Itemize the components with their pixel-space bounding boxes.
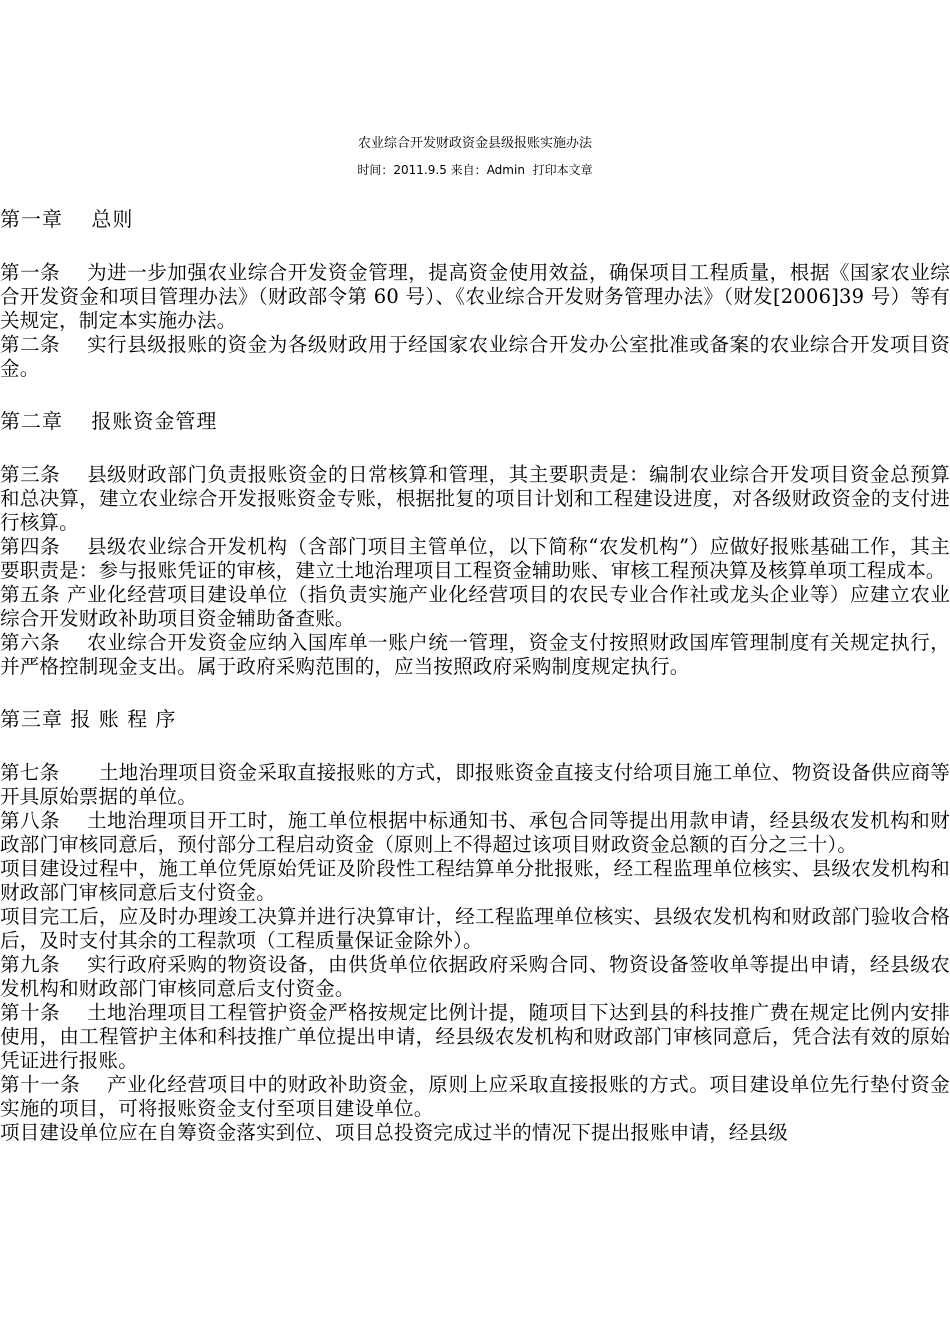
chapter-heading: 第二章 报账资金管理 bbox=[0, 409, 218, 433]
time-label: 时间： bbox=[357, 163, 394, 177]
document-body bbox=[0, 205, 950, 1145]
document-meta bbox=[0, 161, 950, 178]
article-8-detail: 项目建设过程中，施工单位凭原始凭证及阶段性工程结算单分批报账，经工程监理单位核实、县级农发机构和财政部门审核同意后支付资金。 bbox=[0, 857, 950, 904]
chapter-3-body bbox=[0, 761, 950, 1145]
source-label: 来自： bbox=[450, 163, 487, 177]
chapter-heading: 第三章 报 账 程 序 bbox=[0, 707, 177, 731]
article-5: 第五条 产业化经营项目建设单位（指负责实施产业化经营项目的农民专业合作社或龙头企业等）应建立农业综合开发财政补助项目资金辅助备查账。 bbox=[0, 583, 950, 630]
article-8: 第八条 土地治理项目开工时，施工单位根据中标通知书、承包合同等提出用款申请，经县级农发机构和财政部门审核同意后，预付部分工程启动资金（原则上不得超过该项目财政资金总额的百分之三十）。 bbox=[0, 809, 950, 856]
source-value: Admin bbox=[486, 163, 525, 177]
article-2: 第二条 实行县级报账的资金为各级财政用于经国家农业综合开发办公室批准或备案的农业综合开发项目资金。 bbox=[0, 333, 950, 380]
article-10: 第十条 土地治理项目工程管护资金严格按规定比例计提，随项目下达到县的科技推广费在规定比例内安排使用，由工程管护主体和科技推广单位提出申请，经县级农发机构和财政部门审核同意后，凭合法有效的原始凭证进行报账。 bbox=[0, 1001, 950, 1072]
article-9: 第九条 实行政府采购的物资设备，由供货单位依据政府采购合同、物资设备签收单等提出申请，经县级农发机构和财政部门审核同意后支付资金。 bbox=[0, 953, 950, 1000]
article-4: 第四条 县级农业综合开发机构（含部门项目主管单位，以下简称“农发机构”）应做好报账基础工作，其主要职责是：参与报账凭证的审核，建立土地治理项目工程资金辅助账、审核工程预决算及核算单项工程成本。 bbox=[0, 535, 950, 582]
print-link[interactable]: 打印本文章 bbox=[532, 163, 593, 177]
article-7: 第七条 土地治理项目资金采取直接报账的方式，即报账资金直接支付给项目施工单位、物资设备供应商等开具原始票据的单位。 bbox=[0, 761, 950, 808]
time-value: 2011.9.5 bbox=[393, 163, 447, 177]
chapter-2-body bbox=[0, 463, 950, 679]
article-3: 第三条 县级财政部门负责报账资金的日常核算和管理，其主要职责是：编制农业综合开发项目资金总预算和总决算，建立农业综合开发报账资金专账，根据批复的项目计划和工程建设进度，对各级财政资金的支付进行核算。 bbox=[0, 463, 950, 534]
chapter-1-body bbox=[0, 261, 950, 381]
document-title: 农业综合开发财政资金县级报账实施办法 bbox=[357, 136, 592, 151]
chapter-heading: 第一章 总则 bbox=[0, 207, 134, 231]
article-6: 第六条 农业综合开发资金应纳入国库单一账户统一管理，资金支付按照财政国库管理制度有关规定执行，并严格控制现金支出。属于政府采购范围的，应当按照政府采购制度规定执行。 bbox=[0, 631, 950, 678]
article-11: 第十一条 产业化经营项目中的财政补助资金，原则上应采取直接报账的方式。项目建设单位先行垫付资金实施的项目，可将报账资金支付至项目建设单位。 bbox=[0, 1073, 950, 1120]
article-11-detail: 项目建设单位应在自筹资金落实到位、项目总投资完成过半的情况下提出报账申请，经县级 bbox=[0, 1121, 789, 1144]
article-8-completion: 项目完工后，应及时办理竣工决算并进行决算审计，经工程监理单位核实、县级农发机构和财政部门验收合格后，及时支付其余的工程款项（工程质量保证金除外）。 bbox=[0, 905, 950, 952]
article-1: 第一条 为进一步加强农业综合开发资金管理，提高资金使用效益，确保项目工程质量，根据《国家农业综合开发资金和项目管理办法》（财政部令第 60 号）、《农业综合开发财务管理办法》（财发[2006]39 号）等有关规定，制定本实施办法。 bbox=[0, 261, 950, 332]
